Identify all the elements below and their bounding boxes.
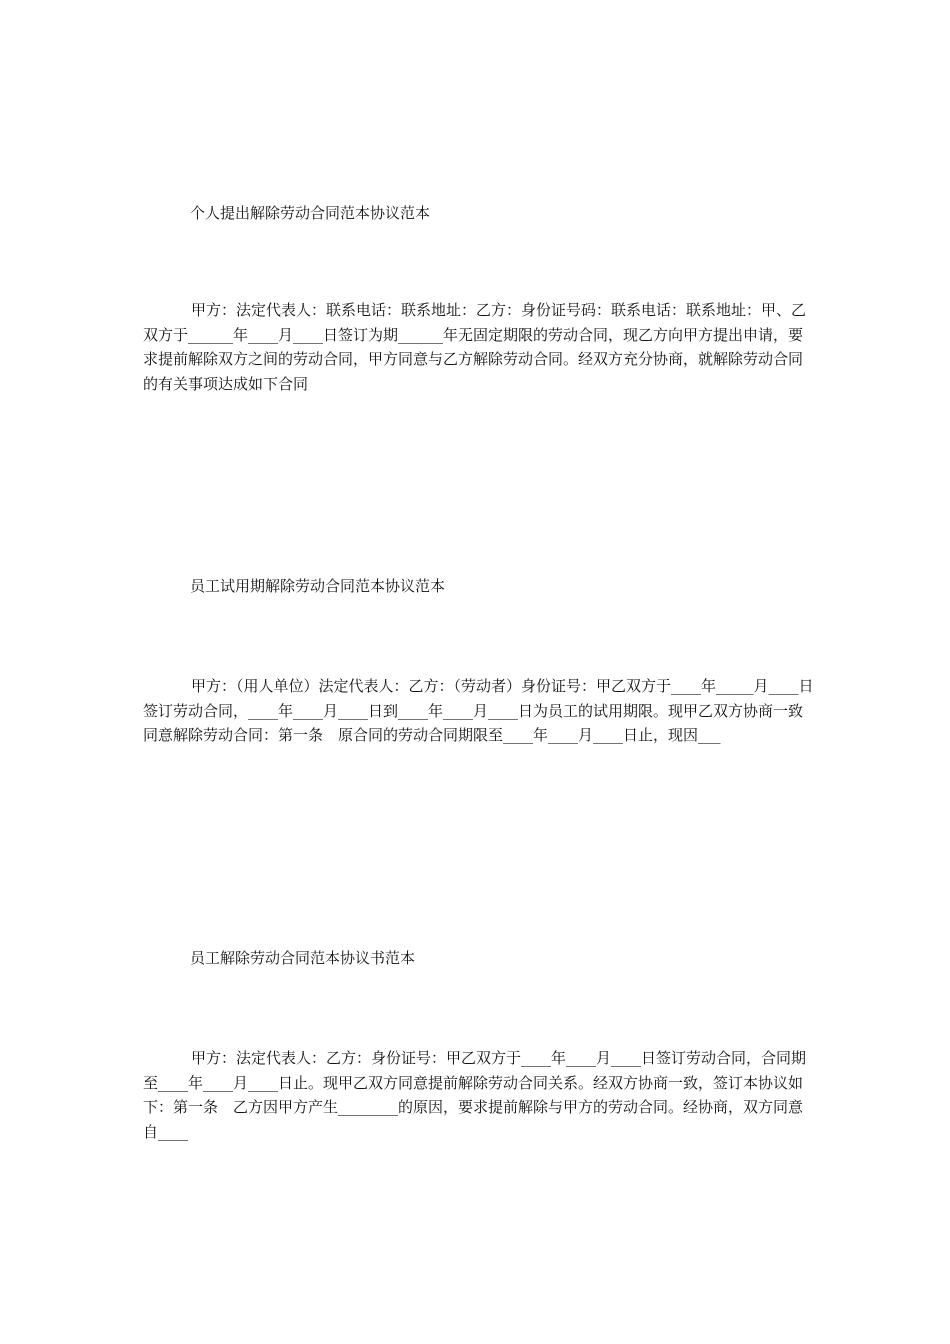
section-title-probation-termination: 员工试用期解除劳动合同范本协议范本: [190, 577, 446, 595]
section-body-employee-termination: 甲方：法定代表人：乙方：身份证号：甲乙双方于____年____月____日签订劳动合同，合同期至____年____月____日止。现甲乙双方同意提前解除劳动合同关系。经双方协商一致，签订本协议如下：第一条 乙方因甲方产生________的原因，要求提前解除与甲方的劳动合同。经协商，双方同意自____: [143, 1049, 807, 1141]
section-body-personal-termination: 甲方：法定代表人：联系电话：联系地址：乙方：身份证号码：联系电话：联系地址：甲、乙双方于______年____月____日签订为期______年无固定期限的劳动合同，现乙方向甲方提出申请，要求提前解除双方之间的劳动合同，甲方同意与乙方解除劳动合同。经双方充分协商，就解除劳动合同的有关事项达成如下合同: [143, 301, 807, 393]
section-title-employee-termination: 员工解除劳动合同范本协议书范本: [190, 949, 416, 967]
section-title-personal-termination: 个人提出解除劳动合同范本协议范本: [190, 204, 431, 222]
section-body-probation-termination: 甲方：（用人单位）法定代表人：乙方：（劳动者）身份证号：甲乙双方于____年_____月____日签订劳动合同，____年____月____日到____年____月____日为员工的试用期限。现甲乙双方协商一致同意解除劳动合同：第一条 原合同的劳动合同期限至____年____月____日止，现因___: [143, 677, 814, 744]
